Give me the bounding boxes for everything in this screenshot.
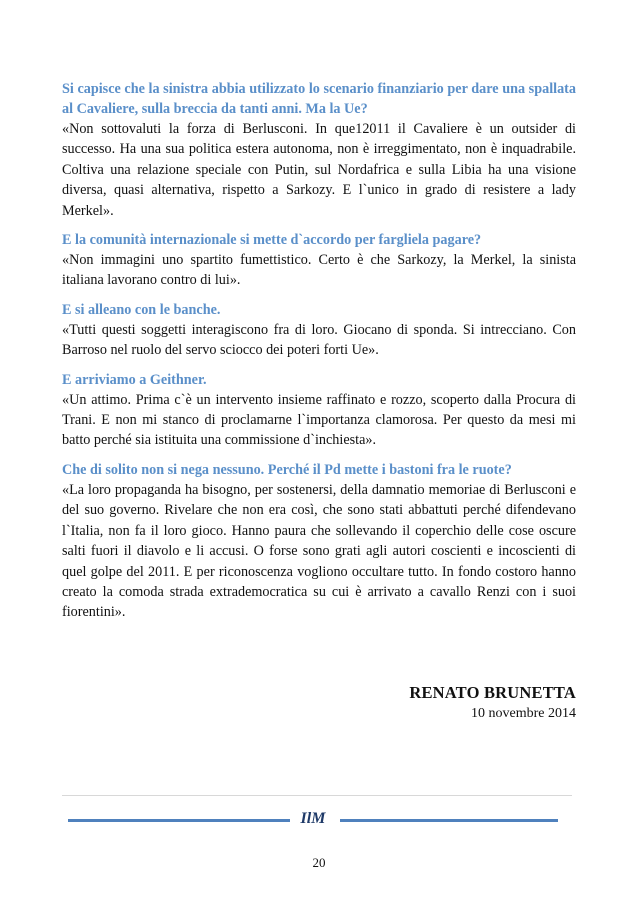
answer-4: «Un attimo. Prima c`è un intervento insieme raffinato e rozzo, scoperto dalla Procura di Trani. E non mi stanco di proclamarne l`importanza clamorosa. Per questo da mesi mi batto perché sia istituita una commissione d`inchiesta». — [62, 391, 576, 449]
footer-label: IlM — [300, 810, 326, 827]
answer-5: «La loro propaganda ha bisogno, per sostenersi, della damnatio memoriae di Berlusconi e del suo governo. Rivelare che non era così, che sono stati abbattuti perché difendevano l`Italia, non fa il loro gioco. Hanno paura che sollevando il coperchio delle cose oscure salti fuori il diavolo e li accusi. O forse sono grati agli autori coscienti e incoscienti di quel golpe del 2011. E per riconoscenza vogliono occultare tutto. In fondo costoro hanno creato la comoda strada extrademocratica su cui è arrivato a cavallo Renzi con i suoi fiorentini». — [62, 481, 576, 621]
answer-1: «Non sottovaluti la forza di Berlusconi. In que12011 il Cavaliere è un outsider di successo. Ha una sua politica estera autonoma, non è irreggimentato, non è inquadrabile. Coltiva una relazione speciale con Putin, sul Nordafrica e sulla Libia ha una visione diversa, quasi alternativa, rispetto a Sarkozy. E l`unico in grado di resistere a lady Merkel». — [62, 121, 576, 219]
signature-block — [409, 683, 576, 722]
question-4: E arriviamo a Geithner. — [62, 371, 207, 388]
footer-line-right — [340, 819, 558, 822]
question-5: Che di solito non si nega nessuno. Perché il Pd mette i bastoni fra le ruote? — [62, 461, 512, 478]
author-name: RENATO BRUNETTA — [409, 683, 576, 702]
question-3: E si alleano con le banche. — [62, 301, 221, 318]
footer-band — [68, 808, 558, 832]
interview-body — [62, 79, 576, 632]
article-date: 10 novembre 2014 — [471, 706, 576, 721]
page-number: 20 — [312, 855, 326, 870]
question-1: Si capisce che la sinistra abbia utilizzato lo scenario finanziario per dare una spallata al Cavaliere, sulla breccia da tanti anni. Ma la Ue? — [62, 81, 576, 117]
question-2: E la comunità internazionale si mette d`accordo per fargliela pagare? — [62, 232, 482, 249]
answer-2: «Non immagini uno spartito fumettistico. Certo è che Sarkozy, la Merkel, la sinista italiana lavorano contro di lui». — [62, 252, 576, 289]
footer-divider — [62, 795, 572, 796]
answer-3: «Tutti questi soggetti interagiscono fra di loro. Giocano di sponda. Si intrecciano. Con Barroso nel ruolo del servo sciocco dei poteri forti Ue». — [62, 321, 576, 359]
